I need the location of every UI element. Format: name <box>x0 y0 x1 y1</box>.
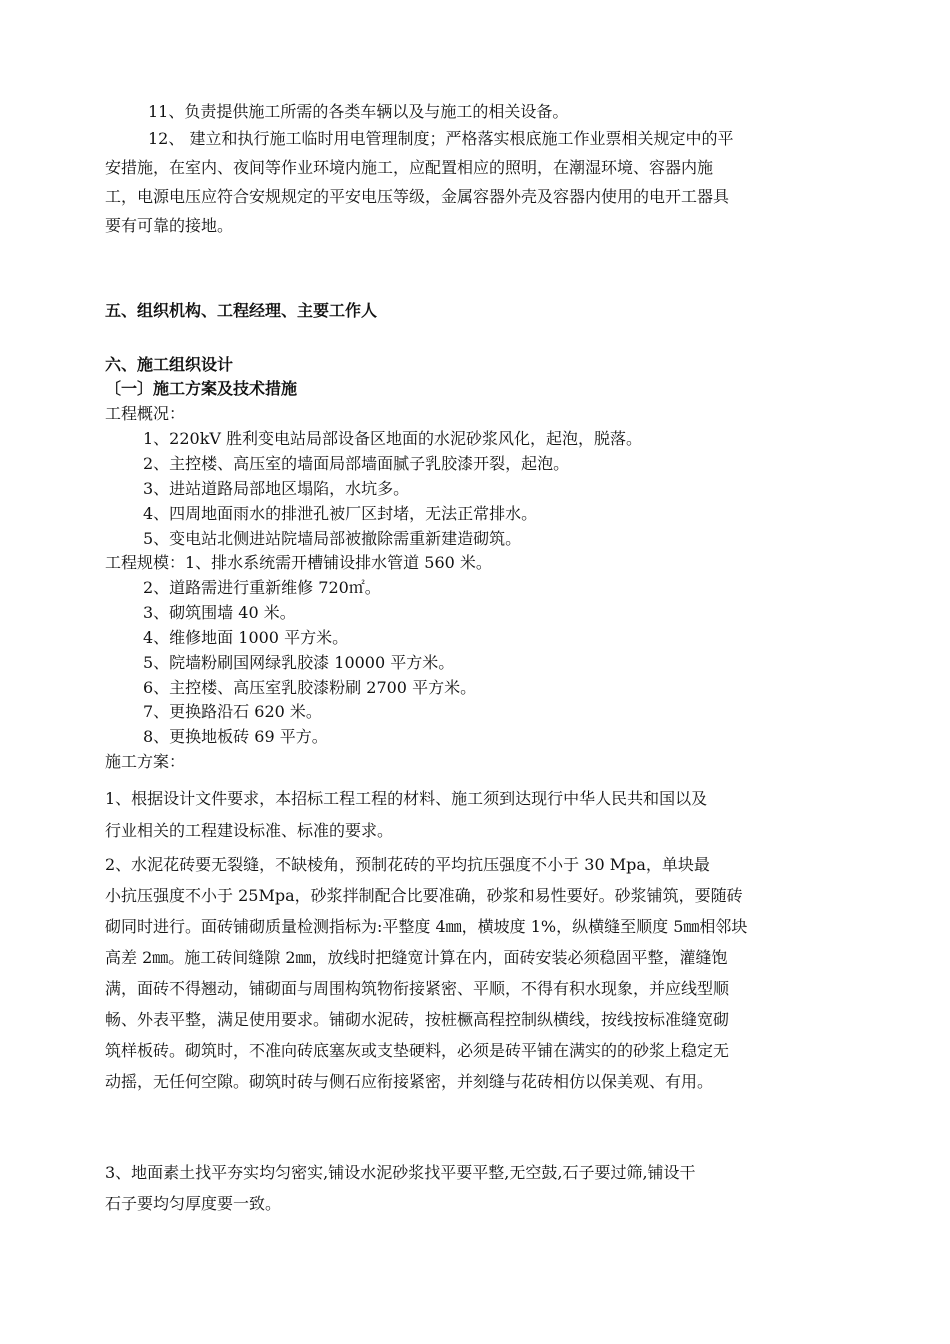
plan-para2-line: 2、水泥花砖要无裂缝，不缺棱角，预制花砖的平均抗压强度不小于 30 Mpa，单块最 <box>105 855 710 874</box>
scale-item: 2、道路需进行重新维修 720㎡。 <box>143 578 381 597</box>
scale-item: 3、砌筑围墙 40 米。 <box>143 603 296 622</box>
plan-para1-line: 1、根据设计文件要求，本招标工程工程的材料、施工须到达现行中华人民共和国以及 <box>105 789 708 808</box>
plan-para2-line: 畅、外表平整，满足使用要求。铺砌水泥砖，按桩橛高程控制纵横线，按线按标准缝宽砌 <box>105 1010 730 1029</box>
subsection-1-title: 〔一〕施工方案及技术措施 <box>105 379 298 398</box>
plan-para2-line: 小抗压强度不小于 25Mpa，砂浆拌制配合比要准确，砂浆和易性要好。砂浆铺筑，要随砖 <box>105 886 743 905</box>
plan-paragraph-3 <box>105 1157 865 1219</box>
plan-paragraph-2 <box>105 849 865 1097</box>
plan-label: 施工方案： <box>105 752 186 771</box>
scale-item: 4、维修地面 1000 平方米。 <box>143 628 349 647</box>
item-12-line: 要有可靠的接地。 <box>105 216 234 235</box>
plan-paragraph-1 <box>105 783 865 847</box>
scale-item: 5、院墙粉刷国网绿乳胶漆 10000 平方米。 <box>143 653 455 672</box>
overview-item: 4、四周地面雨水的排泄孔被厂区封堵，无法正常排水。 <box>143 504 538 523</box>
plan-para2-line: 动摇，无任何空隙。砌筑时砖与侧石应衔接紧密，并刻缝与花砖相仿以保美观、有用。 <box>105 1072 714 1091</box>
scale-item: 7、更换路沿石 620 米。 <box>143 702 322 721</box>
item-11: 11、负责提供施工所需的各类车辆以及与施工的相关设备。 <box>148 102 569 121</box>
plan-para2-line: 满，面砖不得翘动，铺砌面与周围构筑物衔接紧密、平顺，不得有积水现象，并应线型顺 <box>105 979 730 998</box>
overview-item: 5、变电站北侧进站院墙局部被撤除需重新建造砌筑。 <box>143 529 522 548</box>
overview-label: 工程概况： <box>105 404 186 423</box>
section-6-title: 六、施工组织设计 <box>105 355 234 374</box>
plan-para2-line: 筑样板砖。砌筑时，不准向砖底塞灰或支垫硬料，必须是砖平铺在满实的的砂浆上稳定无 <box>105 1041 730 1060</box>
plan-para3-line: 石子要均匀厚度要一致。 <box>105 1194 282 1213</box>
item-12-line: 安措施，在室内、夜间等作业环境内施工，应配置相应的照明，在潮湿环境、容器内施 <box>105 158 714 177</box>
item-12-line: 12、 建立和执行施工临时用电管理制度；严格落实根底施工作业票相关规定中的平 <box>148 129 734 148</box>
overview-item: 3、进站道路局部地区塌陷，水坑多。 <box>143 479 410 498</box>
scale-first-line: 工程规模：1、排水系统需开槽铺设排水管道 560 米。 <box>105 553 492 572</box>
scale-item: 6、主控楼、高压室乳胶漆粉刷 2700 平方米。 <box>143 678 477 697</box>
item-12-paragraph <box>105 124 865 240</box>
overview-item: 2、主控楼、高压室的墙面局部墙面腻子乳胶漆开裂，起泡。 <box>143 454 570 473</box>
section-5-title: 五、组织机构、工程经理、主要工作人 <box>105 301 378 320</box>
plan-para1-line: 行业相关的工程建设标准、标准的要求。 <box>105 820 394 840</box>
item-12-line: 工，电源电压应符合安规规定的平安电压等级，金属容器外壳及容器内使用的电开工器具 <box>105 187 730 206</box>
overview-item: 1、220kV 胜利变电站局部设备区地面的水泥砂浆风化，起泡，脱落。 <box>143 429 643 448</box>
plan-para2-line: 高差 2㎜。施工砖间缝隙 2㎜，放线时把缝宽计算在内，面砖安装必须稳固平整，灌缝饱 <box>105 948 728 967</box>
plan-para3-line: 3、地面素土找平夯实均匀密实,铺设水泥砂浆找平要平整,无空鼓,石子要过筛,铺设干 <box>105 1163 696 1182</box>
plan-para2-line: 砌同时进行。面砖铺砌质量检测指标为:平整度 4㎜，横坡度 1%，纵横缝至顺度 5㎜相邻块 <box>105 917 748 936</box>
scale-item: 8、更换地板砖 69 平方。 <box>143 727 328 746</box>
